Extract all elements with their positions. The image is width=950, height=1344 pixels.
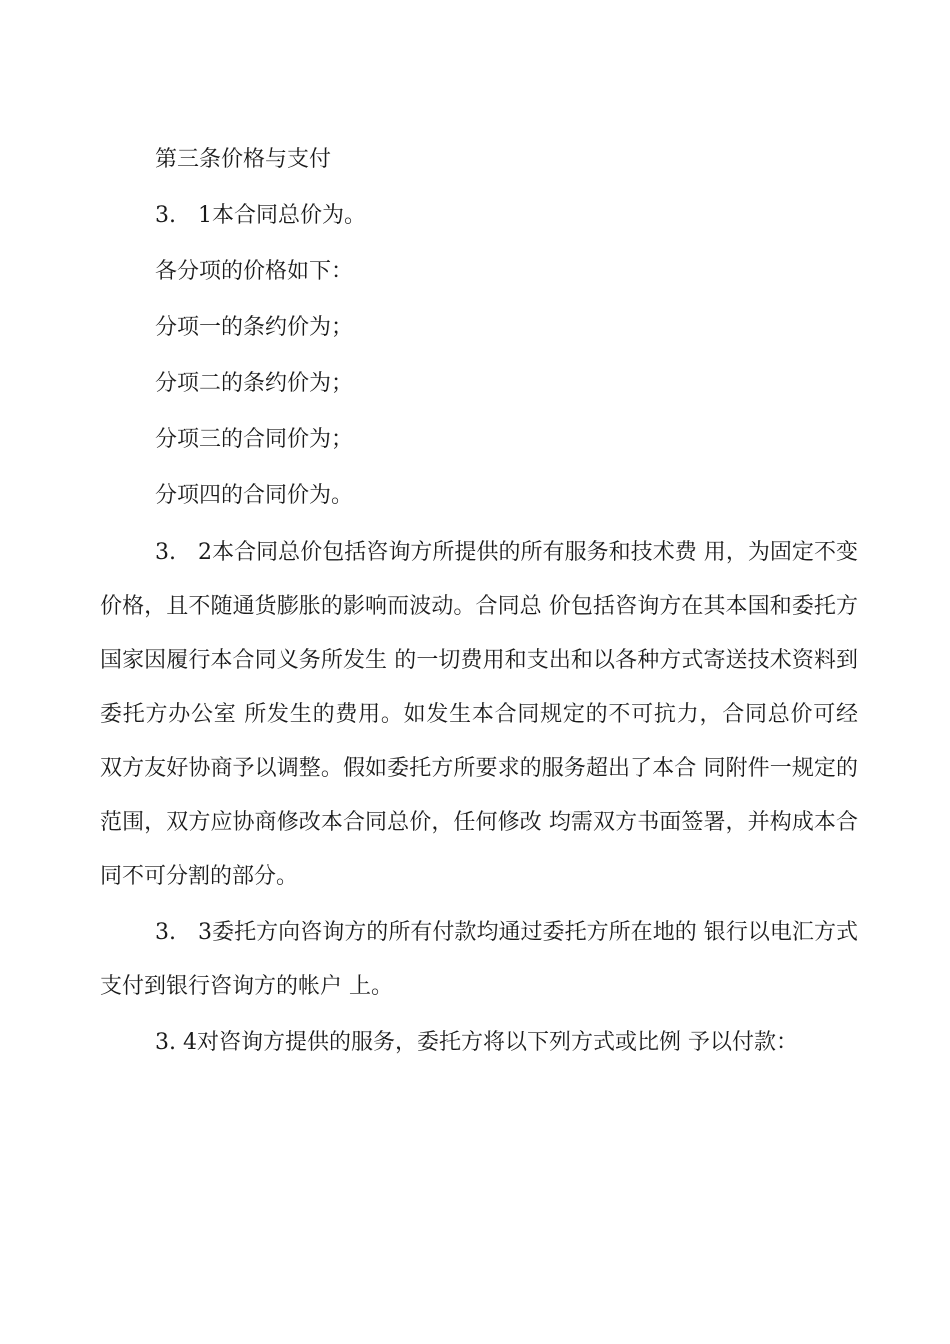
section-heading: 第三条价格与支付 xyxy=(155,147,332,172)
clause-3-2: 3. 2本合同总价包括咨询方所提供的所有服务和技术费 用，为固定不变价格，且不随通货膨胀的影响而波动。合同总 价包括咨询方在其本国和委托方国家因履行本合同义务所发生 的一切费用和支出和以各种方式寄送技术资料到委托方办公室 所发生的费用。如发生本合同规定的不可抗力，合同总价可经 双方友好协商予以调整。假如委托方所要求的服务超出了本合 同附件一规定的范围，双方应协商修改本合同总价，任何修改 均需双方书面签署，并构成本合同不可分割的部分。 xyxy=(100,540,858,889)
clause-3-3: 3. 3委托方向咨询方的所有付款均通过委托方所在地的 银行以电汇方式支付到银行咨询方的帐户 上。 xyxy=(100,920,858,999)
document-body xyxy=(100,132,858,1070)
sub-items-intro: 各分项的价格如下： xyxy=(155,259,354,284)
sub-item-1: 分项一的条约价为； xyxy=(155,315,354,340)
sub-item-2: 分项二的条约价为； xyxy=(155,371,354,396)
sub-item-3: 分项三的合同价为； xyxy=(155,427,354,452)
sub-item-4: 分项四的合同价为。 xyxy=(155,483,354,508)
clause-3-4: 3. 4对咨询方提供的服务，委托方将以下列方式或比例 予以付款： xyxy=(155,1030,798,1055)
clause-3-1: 3. 1本合同总价为。 xyxy=(155,203,366,228)
